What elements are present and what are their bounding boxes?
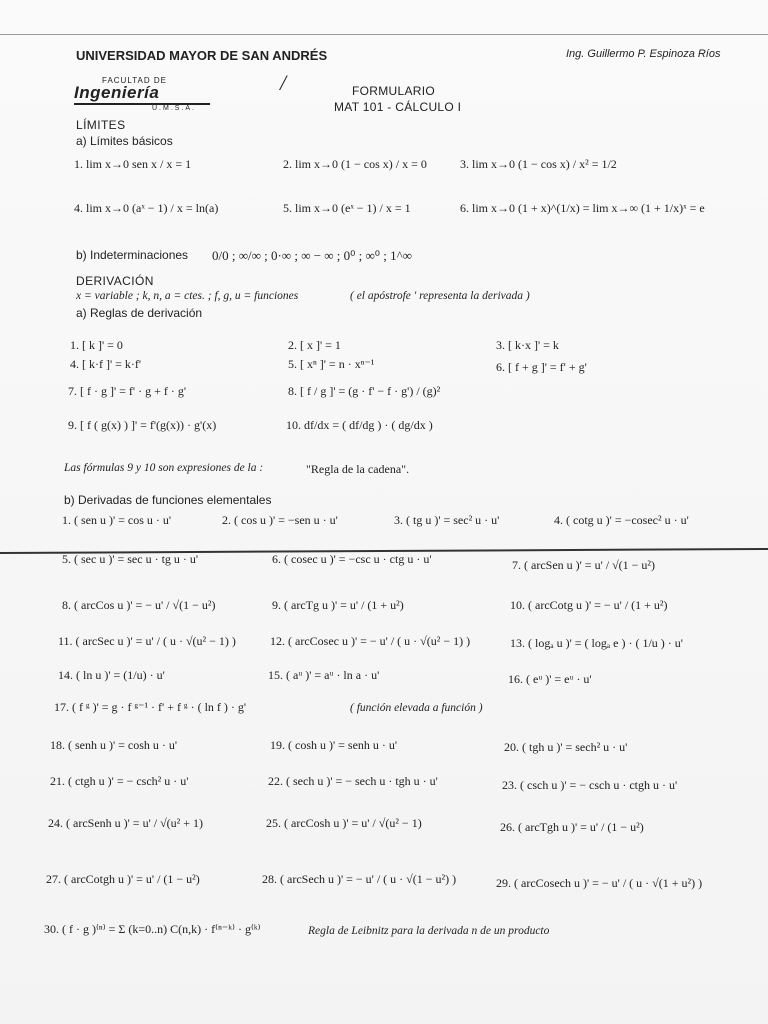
derivative-21: 21. ( ctgh u )' = − csch² u · u'	[50, 774, 189, 788]
limit-formula-5: 5. lim x→0 (eˣ − 1) / x = 1	[283, 201, 411, 215]
derivative-28: 28. ( arcSech u )' = − u' / ( u · √(1 − u²) )	[262, 872, 457, 886]
limits-heading: LÍMITES	[76, 118, 126, 132]
derivative-25: 25. ( arcCosh u )' = u' / √(u² − 1)	[266, 816, 422, 830]
elementary-subheading: b) Derivadas de funciones elementales	[64, 493, 272, 507]
rule-10: 10. df/dx = ( df/dg ) · ( dg/dx )	[286, 418, 433, 432]
limit-formula-3: 3. lim x→0 (1 − cos x) / x² = 1/2	[460, 157, 617, 171]
course-title: MAT 101 - CÁLCULO I	[334, 100, 462, 114]
leibniz-note: Regla de Leibnitz para la derivada n de un producto	[308, 925, 550, 937]
derivative-6: 6. ( cosec u )' = −csc u · ctg u · u'	[272, 552, 432, 566]
limit-formula-6: 6. lim x→0 (1 + x)^(1/x) = lim x→∞ (1 + 1/x)ˣ = e	[460, 201, 705, 215]
derivative-18: 18. ( senh u )' = cosh u · u'	[50, 738, 178, 752]
derivative-15: 15. ( aᵘ )' = aᵘ · ln a · u'	[268, 668, 380, 682]
rule-8: 8. [ f / g ]' = (g · f' − f · g') / (g)²	[288, 384, 441, 398]
derivative-27: 27. ( arcCotgh u )' = u' / (1 − u²)	[46, 872, 200, 886]
derivative-9: 9. ( arcTg u )' = u' / (1 + u²)	[272, 598, 404, 612]
derivative-17-note: ( función elevada a función )	[350, 702, 483, 714]
limits-basic-subheading: a) Límites básicos	[76, 134, 173, 148]
author-name: Ing. Guillermo P. Espinoza Ríos	[566, 48, 721, 60]
derivative-10: 10. ( arcCotg u )' = − u' / (1 + u²)	[510, 598, 668, 612]
derivative-20: 20. ( tgh u )' = sech² u · u'	[504, 740, 628, 754]
limit-formula-2: 2. lim x→0 (1 − cos x) / x = 0	[283, 157, 427, 171]
derivation-legend-note: ( el apóstrofe ' representa la derivada )	[350, 290, 530, 302]
indeterminations-subheading: b) Indeterminaciones	[76, 248, 189, 262]
derivative-2: 2. ( cos u )' = −sen u · u'	[222, 513, 338, 527]
derivative-24: 24. ( arcSenh u )' = u' / √(u² + 1)	[48, 816, 204, 830]
derivation-legend: x = variable ; k, n, a = ctes. ; f, g, u = funciones	[76, 290, 299, 302]
pen-mark: /	[280, 70, 287, 95]
derivative-30: 30. ( f · g )⁽ⁿ⁾ = Σ (k=0..n) C(n,k) · f⁽ⁿ⁻ᵏ⁾ · g⁽ᵏ⁾	[44, 922, 261, 936]
limit-formula-4: 4. lim x→0 (aˣ − 1) / x = ln(a)	[74, 201, 219, 215]
rule-6: 6. [ f + g ]' = f' + g'	[496, 360, 587, 374]
derivative-5: 5. ( sec u )' = sec u · tg u · u'	[62, 552, 199, 566]
derivative-14: 14. ( ln u )' = (1/u) · u'	[58, 668, 165, 682]
chain-rule-note: Las fórmulas 9 y 10 son expresiones de la :	[64, 462, 264, 474]
derivative-11: 11. ( arcSec u )' = u' / ( u · √(u² − 1) )	[58, 634, 236, 648]
rule-4: 4. [ k·f ]' = k·f'	[70, 357, 142, 371]
derivative-19: 19. ( cosh u )' = senh u · u'	[270, 738, 398, 752]
derivative-13: 13. ( logₐ u )' = ( logₐ e ) · ( 1/u ) · u'	[510, 636, 683, 650]
page-title: FORMULARIO	[352, 84, 436, 98]
top-edge-line	[0, 34, 768, 35]
rules-subheading: a) Reglas de derivación	[76, 306, 203, 320]
limit-formula-1: 1. lim x→0 sen x / x = 1	[74, 157, 192, 171]
derivative-23: 23. ( csch u )' = − csch u · ctgh u · u'	[502, 778, 678, 792]
university-name: UNIVERSIDAD MAYOR DE SAN ANDRÉS	[76, 48, 328, 63]
derivative-17: 17. ( f ᵍ )' = g · f ᵍ⁻¹ · f' + f ᵍ · ( ln f ) · g'	[54, 700, 247, 714]
derivative-29: 29. ( arcCosech u )' = − u' / ( u · √(1 + u²) )	[496, 876, 703, 890]
rule-5: 5. [ xⁿ ]' = n · xⁿ⁻¹	[288, 357, 375, 371]
rule-1: 1. [ k ]' = 0	[70, 338, 123, 352]
derivative-4: 4. ( cotg u )' = −cosec² u · u'	[554, 513, 689, 527]
derivative-3: 3. ( tg u )' = sec² u · u'	[394, 513, 500, 527]
derivation-heading: DERIVACIÓN	[76, 274, 154, 288]
derivative-22: 22. ( sech u )' = − sech u · tgh u · u'	[268, 774, 438, 788]
derivative-16: 16. ( eᵘ )' = eᵘ · u'	[508, 672, 592, 686]
derivative-8: 8. ( arcCos u )' = − u' / √(1 − u²)	[62, 598, 216, 612]
rule-3: 3. [ k·x ]' = k	[496, 338, 559, 352]
derivative-12: 12. ( arcCosec u )' = − u' / ( u · √(u² − 1) )	[270, 634, 471, 648]
indeterminations-list: 0/0 ; ∞/∞ ; 0·∞ ; ∞ − ∞ ; 0⁰ ; ∞⁰ ; 1^∞	[212, 248, 412, 263]
derivative-26: 26. ( arcTgh u )' = u' / (1 − u²)	[500, 820, 644, 834]
logo-top-text: FACULTAD DE	[102, 76, 167, 85]
rule-7: 7. [ f · g ]' = f' · g + f · g'	[68, 384, 186, 398]
derivative-1: 1. ( sen u )' = cos u · u'	[62, 513, 172, 527]
logo-bottom-text: U.M.S.A.	[152, 105, 197, 112]
derivative-7: 7. ( arcSen u )' = u' / √(1 − u²)	[512, 558, 656, 572]
chain-rule-name: "Regla de la cadena".	[306, 462, 410, 476]
faculty-logo	[74, 76, 224, 112]
logo-main-text: Ingeniería	[74, 83, 210, 105]
rule-9: 9. [ f ( g(x) ) ]' = f'(g(x)) · g'(x)	[68, 418, 217, 432]
rule-2: 2. [ x ]' = 1	[288, 338, 341, 352]
